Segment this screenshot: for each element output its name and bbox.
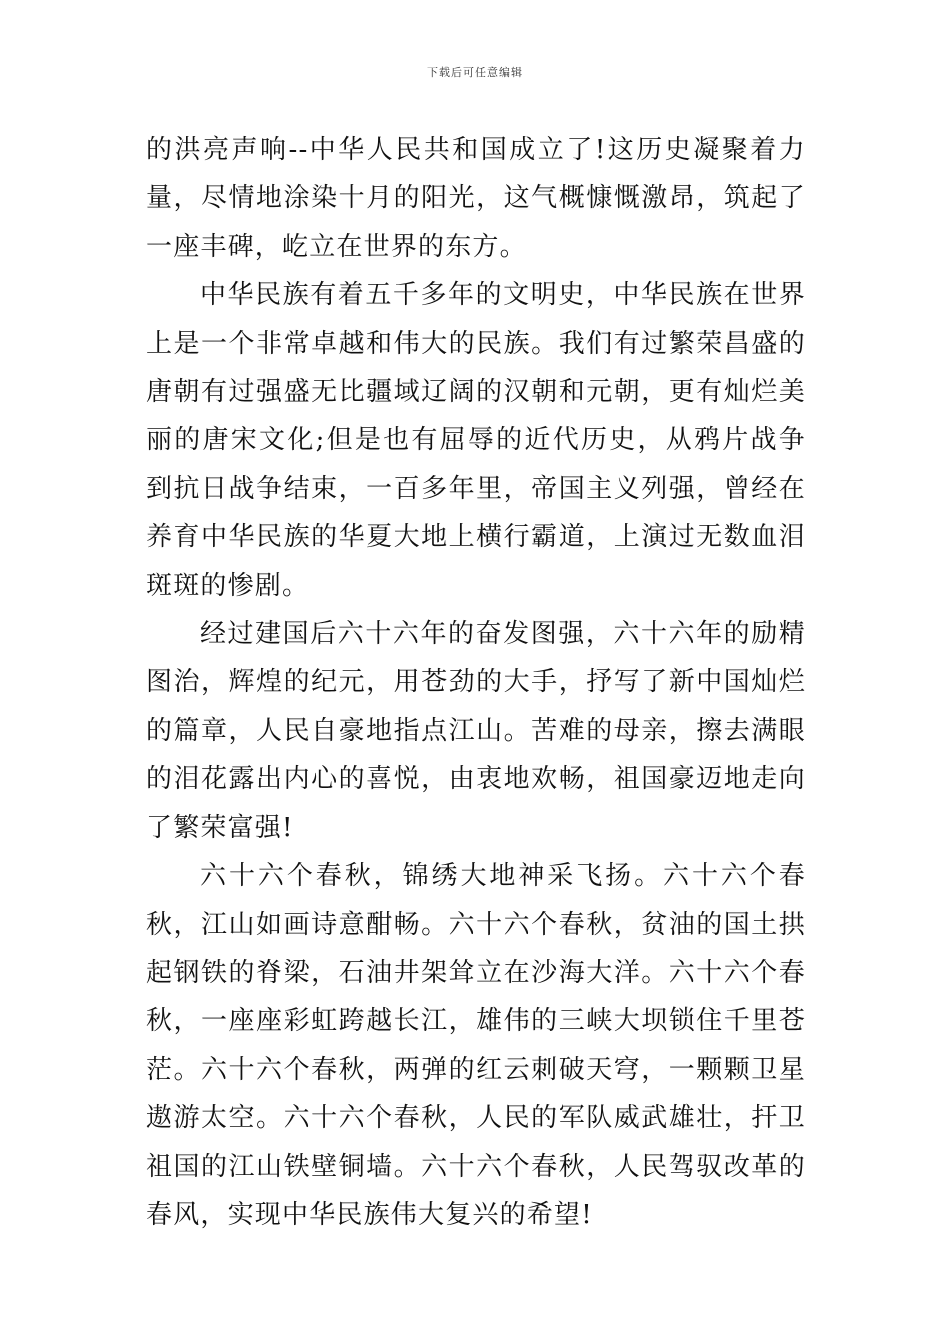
paragraph-3: 经过建国后六十六年的奋发图强，六十六年的励精图治，辉煌的纪元，用苍劲的大手，抒写了新中国灿烂的篇章，人民自豪地指点江山。苦难的母亲，擦去满眼的泪花露出内心的喜悦，由衷地欢畅，祖国豪迈地走向了繁荣富强! <box>146 619 806 843</box>
paragraph-2: 中华民族有着五千多年的文明史，中华民族在世界上是一个非常卓越和伟大的民族。我们有过繁荣昌盛的唐朝有过强盛无比疆域辽阔的汉朝和元朝，更有灿烂美丽的唐宋文化;但是也有屈辱的近代历史，从鸦片战争到抗日战争结束，一百多年里，帝国主义列强，曾经在养育中华民族的华夏大地上横行霸道，上演过无数血泪斑斑的惨剧。 <box>146 280 806 601</box>
paragraph-4: 六十六个春秋，锦绣大地神采飞扬。六十六个春秋，江山如画诗意酣畅。六十六个春秋，贫油的国土拱起钢铁的脊梁，石油井架耸立在沙海大洋。六十六个春秋，一座座彩虹跨越长江，雄伟的三峡大坝锁住千里苍茫。六十六个春秋，两弹的红云刺破天穹，一颗颗卫星遨游太空。六十六个春秋，人民的军队威武雄壮，扞卫祖国的江山铁壁铜墙。六十六个春秋，人民驾驭改革的春风，实现中华民族伟大复兴的希望! <box>146 861 806 1230</box>
page-header: 下载后可任意编辑 <box>427 66 523 79</box>
paragraph-1: 的洪亮声响--中华人民共和国成立了!这历史凝聚着力量，尽情地涂染十月的阳光，这气概慷慨激昂，筑起了一座丰碑，屹立在世界的东方。 <box>146 135 806 262</box>
body-text <box>146 126 806 1239</box>
